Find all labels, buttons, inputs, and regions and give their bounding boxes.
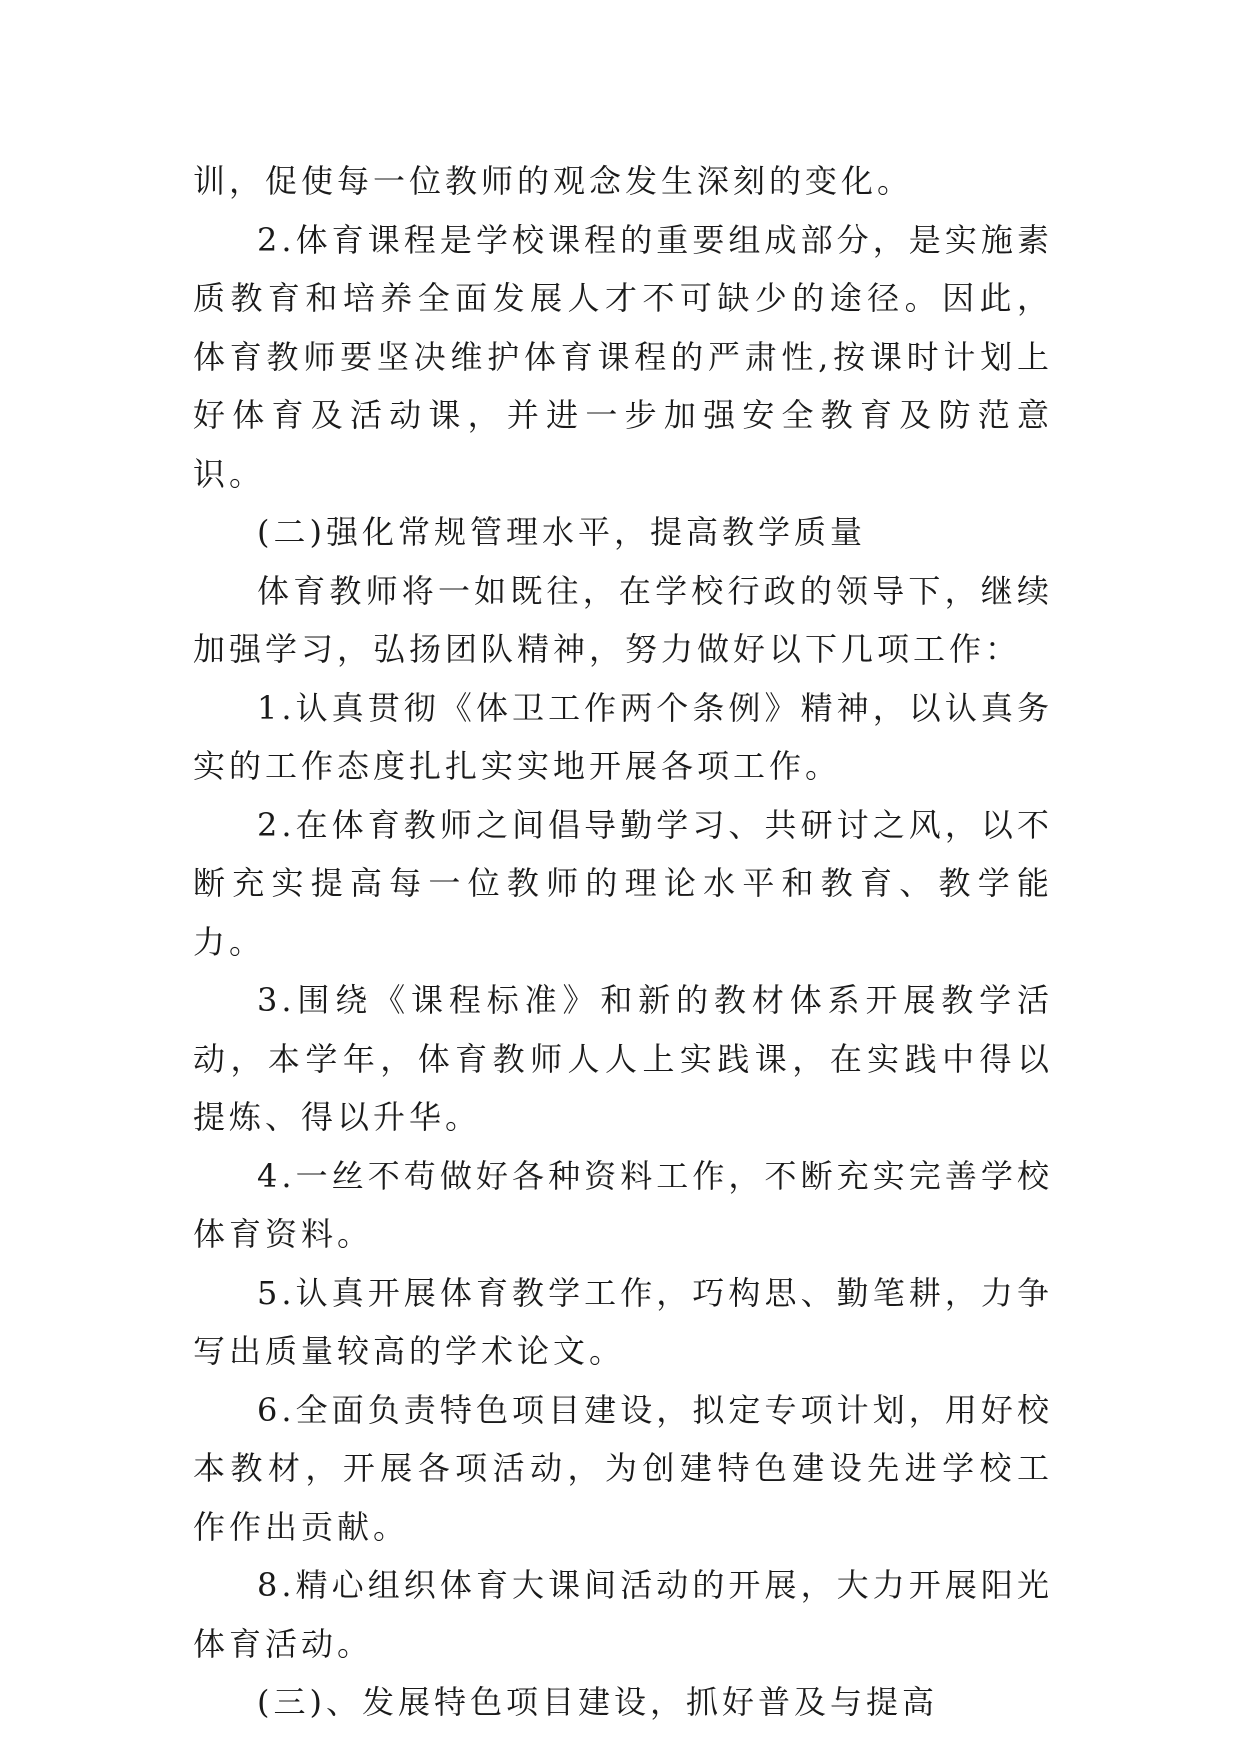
paragraph-item-5: 5.认真开展体育教学工作，巧构思、勤笔耕，力争写出质量较高的学术论文。 <box>193 1273 1053 1370</box>
paragraph-item-2: 2.在体育教师之间倡导勤学习、共研讨之风，以不断充实提高每一位教师的理论水平和教育、教学能力。 <box>193 805 1053 961</box>
paragraph-item-8: 8.精心组织体育大课间活动的开展，大力开展阳光体育活动。 <box>193 1566 1053 1663</box>
section-heading-2: (二)强化常规管理水平，提高教学质量 <box>257 513 866 551</box>
paragraph-item-2-curriculum: 2.体育课程是学校课程的重要组成部分，是实施素质教育和培养全面发展人才不可缺少的途径。因此，体育教师要坚决维护体育课程的严肃性,按课时计划上好体育及活动课，并进一步加强安全教育及防范意识。 <box>193 220 1053 493</box>
document-body <box>193 152 1053 1732</box>
paragraph-continuation: 训，促使每一位教师的观念发生深刻的变化。 <box>193 162 914 200</box>
paragraph-intro: 体育教师将一如既往，在学校行政的领导下，继续加强学习，弘扬团队精神，努力做好以下几项工作： <box>193 571 1053 668</box>
section-heading-3: (三)、发展特色项目建设，抓好普及与提高 <box>257 1683 938 1721</box>
paragraph-item-3: 3.围绕《课程标准》和新的教材体系开展教学活动，本学年，体育教师人人上实践课，在实践中得以提炼、得以升华。 <box>193 981 1053 1136</box>
paragraph-item-6: 6.全面负责特色项目建设，拟定专项计划，用好校本教材，开展各项活动，为创建特色建设先进学校工作作出贡献。 <box>193 1390 1053 1546</box>
paragraph-item-4: 4.一丝不苟做好各种资料工作，不断充实完善学校体育资料。 <box>193 1156 1053 1253</box>
paragraph-item-1: 1.认真贯彻《体卫工作两个条例》精神，以认真务实的工作态度扎扎实实地开展各项工作。 <box>193 688 1053 785</box>
